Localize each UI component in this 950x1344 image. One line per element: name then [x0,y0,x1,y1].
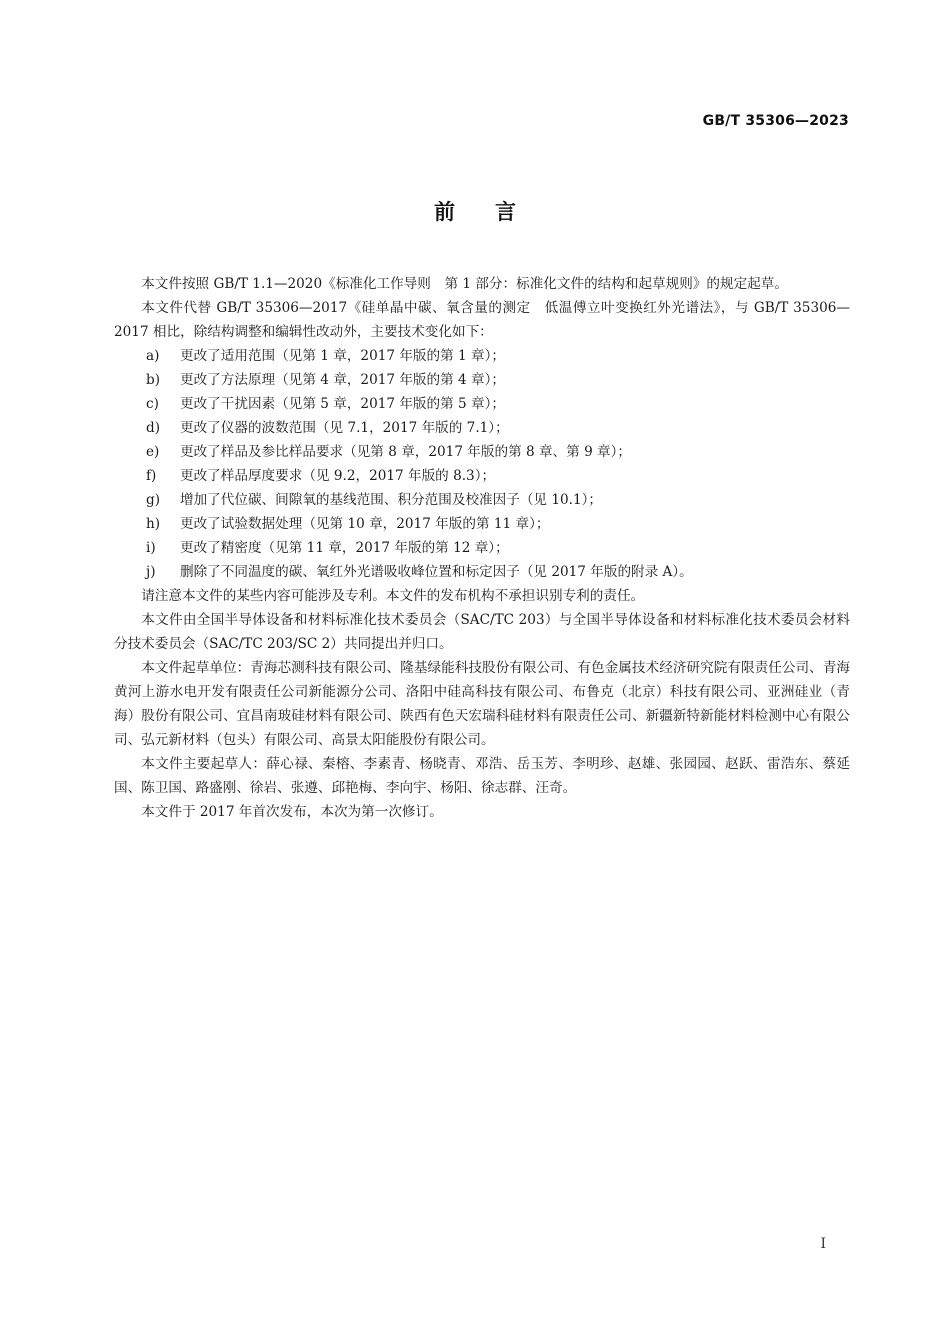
patent-notice-paragraph: 请注意本文件的某些内容可能涉及专利。本文件的发布机构不承担识别专利的责任。 [141,588,645,604]
list-marker: j) [146,564,156,580]
list-item [114,560,850,584]
list-marker: e) [146,444,160,460]
publication-history-paragraph: 本文件于 2017 年首次发布，本次为第一次修订。 [141,804,443,820]
list-item [114,536,850,560]
foreword-body [114,272,850,824]
standard-number: GB/T 35306—2023 [702,113,849,129]
list-marker: b) [146,372,161,388]
list-marker: a) [146,348,160,364]
list-marker: c) [146,396,159,412]
list-item-text: 更改了精密度（见第 11 章，2017 年版的第 12 章）； [180,540,509,556]
drafters-paragraph: 本文件主要起草人：薛心禄、秦榕、李素青、杨晓青、邓浩、岳玉芳、李明珍、赵雄、张园园、赵跃、雷浩东、蔡延国、陈卫国、路盛刚、徐岩、张遵、邱艳梅、李向宇、杨阳、徐志群、汪奇。 [114,756,850,796]
list-marker: g) [146,492,161,508]
list-marker: d) [146,420,161,436]
list-item-text: 更改了干扰因素（见第 5 章，2017 年版的第 5 章）； [180,396,505,412]
list-item-text: 增加了代位碳、间隙氧的基线范围、积分范围及校准因子（见 10.1）； [180,492,603,508]
intro-paragraph-replacement: 本文件代替 GB/T 35306—2017《硅单晶中碳、氧含量的测定 低温傅立叶变换红外光谱法》，与 GB/T 35306—2017 相比，除结构调整和编辑性改动外，主要技术变化如下： [114,300,850,340]
list-item-text: 删除了不同温度的碳、氧红外光谱吸收峰位置和标定因子（见 2017 年版的附录 A）。 [180,564,693,580]
list-item [114,440,850,464]
list-item [114,392,850,416]
drafting-units-paragraph: 本文件起草单位：青海芯测科技有限公司、隆基绿能科技股份有限公司、有色金属技术经济研究院有限责任公司、青海黄河上游水电开发有限责任公司新能源分公司、洛阳中硅高科技有限公司、布鲁克（北京）科技有限公司、亚洲硅业（青海）股份有限公司、宜昌南玻硅材料有限公司、陕西有色天宏瑞科硅材料有限责任公司、新疆新特新能材料检测中心有限公司、弘元新材料（包头）有限公司、高景太阳能股份有限公司。 [114,660,850,748]
list-item-text: 更改了方法原理（见第 4 章，2017 年版的第 4 章）； [180,372,505,388]
page-title: 前言 [434,200,556,224]
list-marker: h) [146,516,161,532]
changes-list [114,344,850,584]
proposer-paragraph: 本文件由全国半导体设备和材料标准化技术委员会（SAC/TC 203）与全国半导体设备和材料标准化技术委员会材料分技术委员会（SAC/TC 203/SC 2）共同提出并归口。 [114,612,850,652]
list-item [114,488,850,512]
list-item-text: 更改了适用范围（见第 1 章，2017 年版的第 1 章）； [180,348,505,364]
list-marker: f) [146,468,157,484]
list-item [114,344,850,368]
list-item-text: 更改了试验数据处理（见第 10 章，2017 年版的第 11 章）； [180,516,550,532]
list-item-text: 更改了样品及参比样品要求（见第 8 章，2017 年版的第 8 章、第 9 章）； [180,444,632,460]
list-item-text: 更改了仪器的波数范围（见 7.1，2017 年版的 7.1）； [180,420,509,436]
list-item [114,416,850,440]
list-marker: i) [146,540,156,556]
list-item-text: 更改了样品厚度要求（见 9.2，2017 年版的 8.3）； [180,468,496,484]
list-item [114,464,850,488]
list-item [114,512,850,536]
list-item [114,368,850,392]
intro-paragraph-drafting: 本文件按照 GB/T 1.1—2020《标准化工作导则 第 1 部分：标准化文件的结构和起草规则》的规定起草。 [141,276,788,292]
page-number: I [820,1236,826,1252]
